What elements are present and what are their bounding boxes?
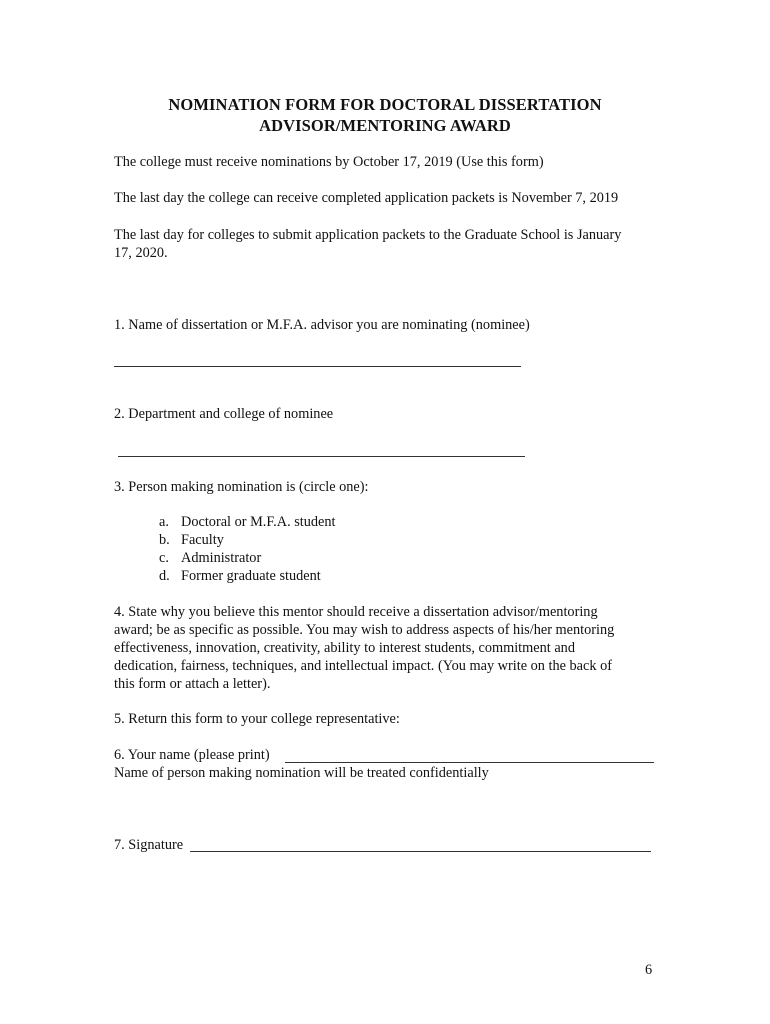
- question-6-label: 6. Your name (please print): [114, 747, 270, 763]
- question-4-text: [114, 603, 654, 693]
- question-4-line: effectiveness, innovation, creativity, ability to interest students, commitment and: [114, 640, 575, 656]
- question-1-label: 1. Name of dissertation or M.F.A. advisor you are nominating (nominee): [114, 317, 530, 333]
- question-4-line: dedication, fairness, techniques, and intellectual impact. (You may write on the back of: [114, 658, 612, 674]
- option-student[interactable]: [159, 513, 336, 531]
- graduate-school-deadline: [114, 226, 654, 262]
- your-name-line[interactable]: [285, 762, 654, 763]
- question-4-line: 4. State why you believe this mentor should receive a dissertation advisor/mentoring: [114, 604, 598, 620]
- option-administrator[interactable]: [159, 549, 261, 567]
- option-letter: c.: [159, 550, 169, 566]
- graduate-school-deadline-line-1: The last day for colleges to submit application packets to the Graduate School is January: [114, 227, 622, 243]
- department-college-line[interactable]: [118, 456, 525, 457]
- confidentiality-note: Name of person making nomination will be treated confidentially: [114, 765, 489, 781]
- signature-line[interactable]: [190, 851, 651, 852]
- graduate-school-deadline-line-2: 17, 2020.: [114, 245, 168, 261]
- nomination-deadline: The college must receive nominations by October 17, 2019 (Use this form): [114, 154, 544, 170]
- option-letter: b.: [159, 532, 170, 548]
- question-2-label: 2. Department and college of nominee: [114, 406, 334, 422]
- form-title: [0, 94, 770, 136]
- question-7-label: 7. Signature: [114, 837, 184, 853]
- question-3-label: 3. Person making nomination is (circle one):: [114, 479, 369, 495]
- page-number: 6: [645, 962, 653, 978]
- form-title-line-2: ADVISOR/MENTORING AWARD: [259, 116, 511, 135]
- question-4-line: this form or attach a letter).: [114, 676, 271, 692]
- option-letter: a.: [159, 514, 169, 530]
- question-4-line: award; be as specific as possible. You may wish to address aspects of his/her mentoring: [114, 622, 615, 638]
- option-text: Administrator: [181, 550, 262, 566]
- packet-deadline: The last day the college can receive completed application packets is November 7, 2019: [114, 190, 619, 206]
- option-faculty[interactable]: [159, 531, 224, 549]
- form-title-line-1: NOMINATION FORM FOR DOCTORAL DISSERTATION: [168, 95, 602, 114]
- option-text: Former graduate student: [181, 568, 321, 584]
- option-former-student[interactable]: [159, 567, 321, 585]
- option-text: Faculty: [181, 532, 224, 548]
- option-text: Doctoral or M.F.A. student: [181, 514, 336, 530]
- question-5-label: 5. Return this form to your college representative:: [114, 711, 400, 727]
- option-letter: d.: [159, 568, 170, 584]
- nominee-name-line[interactable]: [114, 366, 521, 367]
